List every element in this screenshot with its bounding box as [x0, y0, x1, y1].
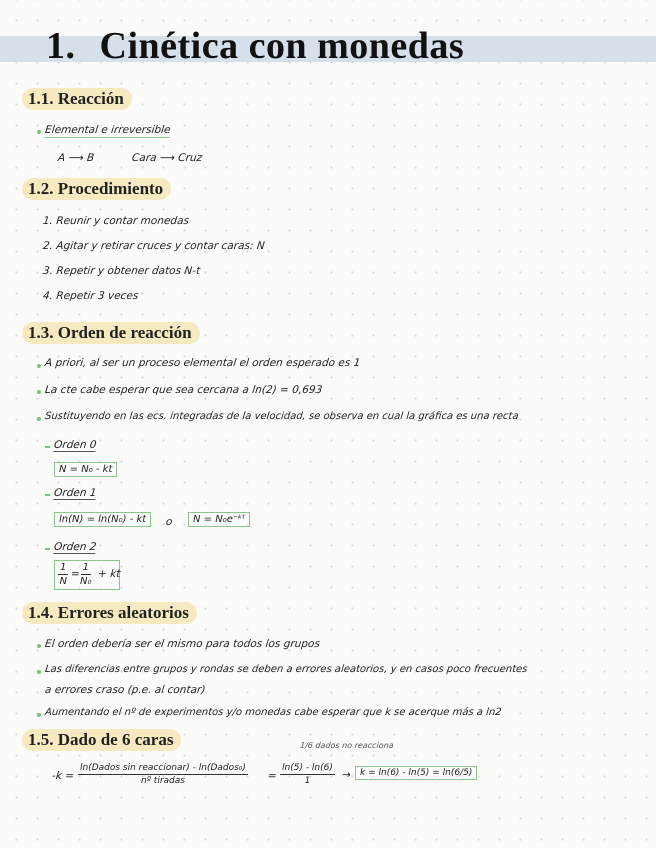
bullet-dot — [37, 713, 41, 717]
frac-den: N₀ — [80, 576, 92, 587]
equation-a-to-b: A ⟶ B — [57, 152, 95, 164]
title-number: 1. — [46, 25, 76, 67]
label-orden-2: Orden 2 — [53, 541, 98, 553]
equation-orden-1-log: ln(N) = ln(N₀) - kt — [54, 512, 151, 527]
note-sustituyendo: Sustituyendo en las ecs. integradas de la velocidad, se observa en cual la gráfica es una recta — [44, 411, 520, 422]
note-constante: La cte cabe esperar que sea cercana a ln(2) = 0,693 — [44, 384, 323, 396]
equation-tail: + kt — [97, 568, 121, 580]
note-dados-no-reacciona: 1/6 dados no reacciona — [299, 741, 395, 750]
note-diferencias-cont: a errores craso (p.e. al contar) — [44, 684, 207, 696]
note-diferencias: Las diferencias entre grupos y rondas se deben a errores aleatorios, y en casos poco frecuentes — [44, 664, 528, 675]
bullet-dot — [37, 644, 41, 648]
frac-num: 1 — [60, 562, 67, 573]
fraction-1-over-n0 — [80, 562, 92, 587]
bullet-dot — [37, 364, 41, 368]
frac-den: nº tiradas — [140, 776, 185, 786]
note-orden-grupos: El orden debería ser el mismo para todos los grupos — [44, 638, 321, 650]
note-elemental: Elemental e irreversible — [44, 124, 172, 136]
page-title — [46, 24, 464, 68]
fraction-k-general — [78, 763, 248, 786]
bullet-dot — [37, 390, 41, 394]
step-2: 2. Agitar y retirar cruces y contar caras: N — [42, 240, 266, 252]
frac-num: 1 — [82, 562, 89, 573]
heading-reaccion: 1.1. Reacción — [22, 88, 132, 110]
dash-marker — [45, 494, 50, 496]
label-orden-0: Orden 0 — [53, 439, 98, 451]
label-or: o — [165, 516, 174, 528]
step-4: 4. Repetir 3 veces — [42, 290, 139, 302]
equals-sign: = — [267, 770, 278, 782]
frac-den: 1 — [304, 776, 311, 786]
note-aumentando: Aumentando el nº de experimentos y/o monedas cabe esperar que k se acerque más a ln2 — [44, 707, 503, 718]
step-1: 1. Reunir y contar monedas — [42, 215, 190, 227]
step-3: 3. Repetir y obtener datos N-t — [42, 265, 201, 277]
note-a-priori: A priori, al ser un proceso elemental el orden esperado es 1 — [44, 357, 361, 369]
title-text: Cinética con monedas — [99, 25, 465, 67]
heading-orden-reaccion: 1.3. Orden de reacción — [22, 322, 200, 344]
frac-num: ln(5) - ln(6) — [282, 763, 333, 773]
heading-dado: 1.5. Dado de 6 caras — [22, 729, 181, 751]
k-label: -k = — [51, 770, 75, 782]
dash-marker — [45, 446, 50, 448]
heading-errores: 1.4. Errores aleatorios — [22, 602, 197, 624]
equation-cara-cruz: Cara ⟶ Cruz — [131, 152, 203, 164]
bullet-dot — [37, 670, 41, 674]
frac-num: ln(Dados sin reaccionar) - ln(Dados₀) — [80, 763, 246, 773]
equals-sign: = — [70, 568, 81, 580]
arrow: → — [341, 769, 352, 781]
frac-den: N — [59, 576, 67, 587]
fraction-k-values — [280, 763, 335, 786]
dash-marker — [45, 548, 50, 550]
fraction-1-over-n — [58, 562, 68, 587]
bullet-dot — [37, 417, 41, 421]
equation-orden-0: N = N₀ - kt — [54, 462, 117, 477]
label-orden-1: Orden 1 — [53, 487, 98, 499]
bullet-dot — [37, 130, 41, 134]
heading-procedimiento: 1.2. Procedimiento — [22, 178, 171, 200]
equation-orden-1-exp: N = N₀e⁻ᵏᵗ — [188, 512, 250, 527]
equation-k-result: k = ln(6) - ln(5) = ln(6/5) — [355, 766, 477, 780]
